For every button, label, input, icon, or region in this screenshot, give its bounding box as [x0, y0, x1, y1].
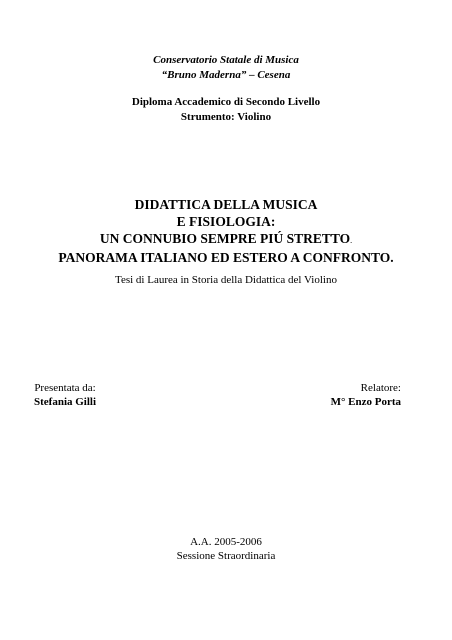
title-line-1: DIDATTICA DELLA MUSICA	[134, 197, 318, 212]
advisor-label: Relatore:	[360, 382, 401, 394]
academic-year: A.A. 2005-2006	[190, 536, 262, 548]
thesis-title	[0, 196, 452, 266]
thesis-subtitle: Tesi di Laurea in Storia della Didattica del Violino	[115, 274, 337, 286]
title-line-3-punct: .	[350, 236, 353, 245]
institution-name: Conservatorio Statale di Musica	[153, 54, 299, 66]
presenter-block	[34, 381, 96, 409]
title-line-2: E FISIOLOGIA:	[176, 214, 276, 229]
advisor-block	[331, 381, 401, 409]
institution-block	[0, 53, 452, 83]
title-line-4: PANORAMA ITALIANO ED ESTERO A CONFRONTO.	[58, 250, 394, 265]
diploma-line: Diploma Accademico di Secondo Livello	[131, 96, 321, 108]
presenter-name: Stefania Gilli	[34, 396, 97, 408]
title-line-3	[0, 230, 452, 249]
institution-subtitle: “Bruno Maderna” – Cesena	[161, 69, 291, 81]
instrument-line: Strumento: Violino	[180, 111, 272, 123]
footer-block	[0, 535, 452, 563]
diploma-block	[0, 95, 452, 125]
title-line-3-text: UN CONNUBIO SEMPRE PIÚ STRETTO	[99, 231, 351, 246]
presenter-label: Presentata da:	[34, 382, 96, 394]
session-label: Sessione Straordinaria	[176, 550, 276, 562]
advisor-name: M° Enzo Porta	[330, 396, 401, 408]
